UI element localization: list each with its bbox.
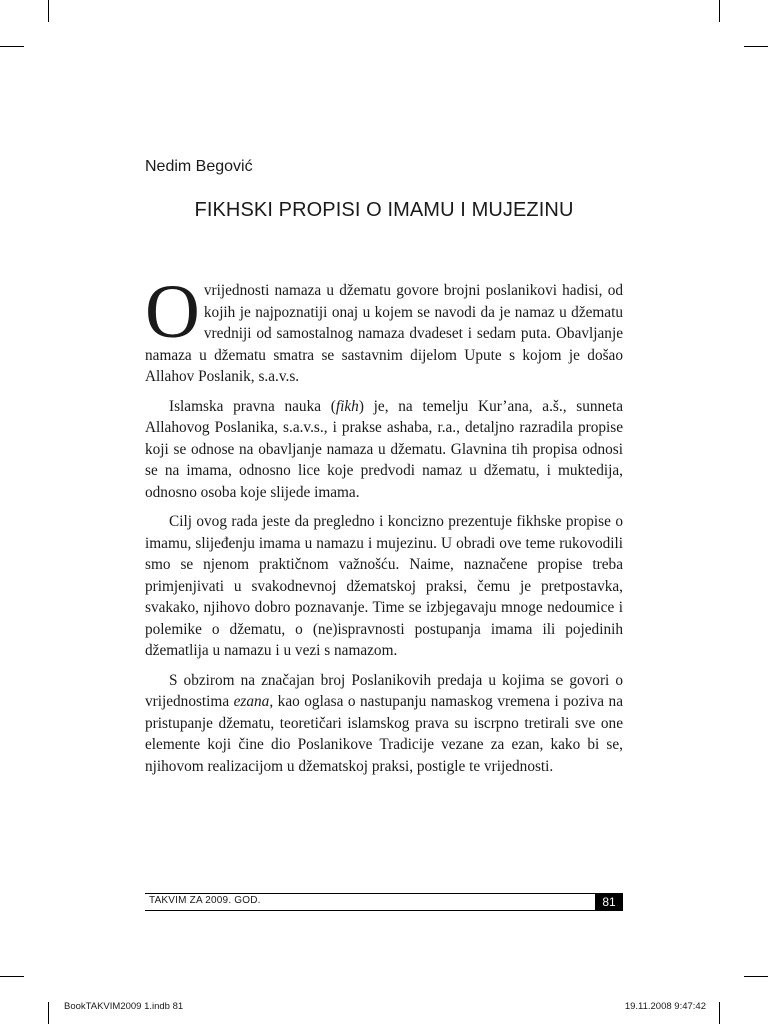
paragraph-1-text: vrijednosti namaza u džematu govore brojni poslanikovi hadisi, od kojih je najpoznatiji onaj u kojem se navodi da je namaz u džematu vredniji od samostalnog namaza dvadeset i sedam puta. Obavljanje namaza u džematu smatra se sastavnim dijelom Upute s kojom je došao Allahov Poslanik, s.a.v.s. xyxy=(145,282,623,385)
paragraph-2-start: Islamska pravna nauka ( xyxy=(169,397,336,415)
paragraph-2 xyxy=(145,396,623,504)
paragraph-3: Cilj ovog rada jeste da pregledno i koncizno prezentuje fikhske propise o imamu, slijeđenju imama u namazu i mujezinu. U obradi ove teme rukovodili smo se njenom praktičnom važnošću. Naime, naznačene propise treba primjenjivati u svakodnevnoj džematskoj praksi, čemu je pretpostavka, svakako, njihovo dobro poznavanje. Time se izbjegavaju mnoge nedoumice i polemike o džematu, o (ne)ispravnosti postupanja imama ili pojedinih džematlija u namazu i u vezi s namazom. xyxy=(145,513,623,659)
page-footer xyxy=(145,893,623,911)
crop-mark-top-left xyxy=(48,0,49,22)
article-author: Nedim Begović xyxy=(145,158,253,175)
drop-cap: O xyxy=(145,270,200,354)
print-slug-file: BookTAKVIM2009 1.indb 81 xyxy=(64,1001,184,1012)
paragraph-4-rest: , kao oglasa o nastupanju namaskog vremena i poziva na pristupanje džematu, teoretičari islamskog prava su iscrpno tretirali sve one elemente koji čine dio Poslanikove Tradicije vezane za ezan, kako bi se, njihovom realizacijom u džematskoj praksi, postigle te vrijednosti. xyxy=(145,693,623,775)
crop-mark-bottom-right-h xyxy=(744,976,768,977)
crop-mark-bottom-left xyxy=(48,1002,49,1024)
print-slug-timestamp: 19.11.2008 9:47:42 xyxy=(624,1001,706,1012)
crop-mark-top-right xyxy=(719,0,720,22)
crop-mark-top-right-h xyxy=(744,46,768,47)
paragraph-4 xyxy=(145,670,623,778)
paragraph-2-term: fikh xyxy=(335,397,359,415)
paragraph-4-start: S obzirom na značajan broj Poslanikovih predaja u kojima se govori o vrijednostima xyxy=(145,671,623,710)
article-body xyxy=(145,270,623,785)
footer-publication: TAKVIM ZA 2009. GOD. xyxy=(149,895,261,906)
crop-mark-bottom-left-h xyxy=(0,976,24,977)
paragraph-2-rest: ) je, na temelju Kur’ana, a.š., sunneta Allahovog Poslanika, s.a.v.s., i prakse ashaba, r.a., detaljno razradila propise koji se odnose na obavljanje namaza u džematu. Glavnina tih propisa odnosi se na imama, odnosno lice koje predvodi namaz u džematu, i muktedija, odnosno osoba koje slijede imama. xyxy=(145,397,623,501)
crop-mark-top-left-h xyxy=(0,46,24,47)
paragraph-1 xyxy=(145,270,623,388)
article-title: FIKHSKI PROPISI O IMAMU I MUJEZINU xyxy=(194,199,574,221)
paragraph-4-term: ezana xyxy=(233,693,270,710)
page-number: 81 xyxy=(595,893,623,911)
crop-mark-bottom-right xyxy=(719,1002,720,1024)
